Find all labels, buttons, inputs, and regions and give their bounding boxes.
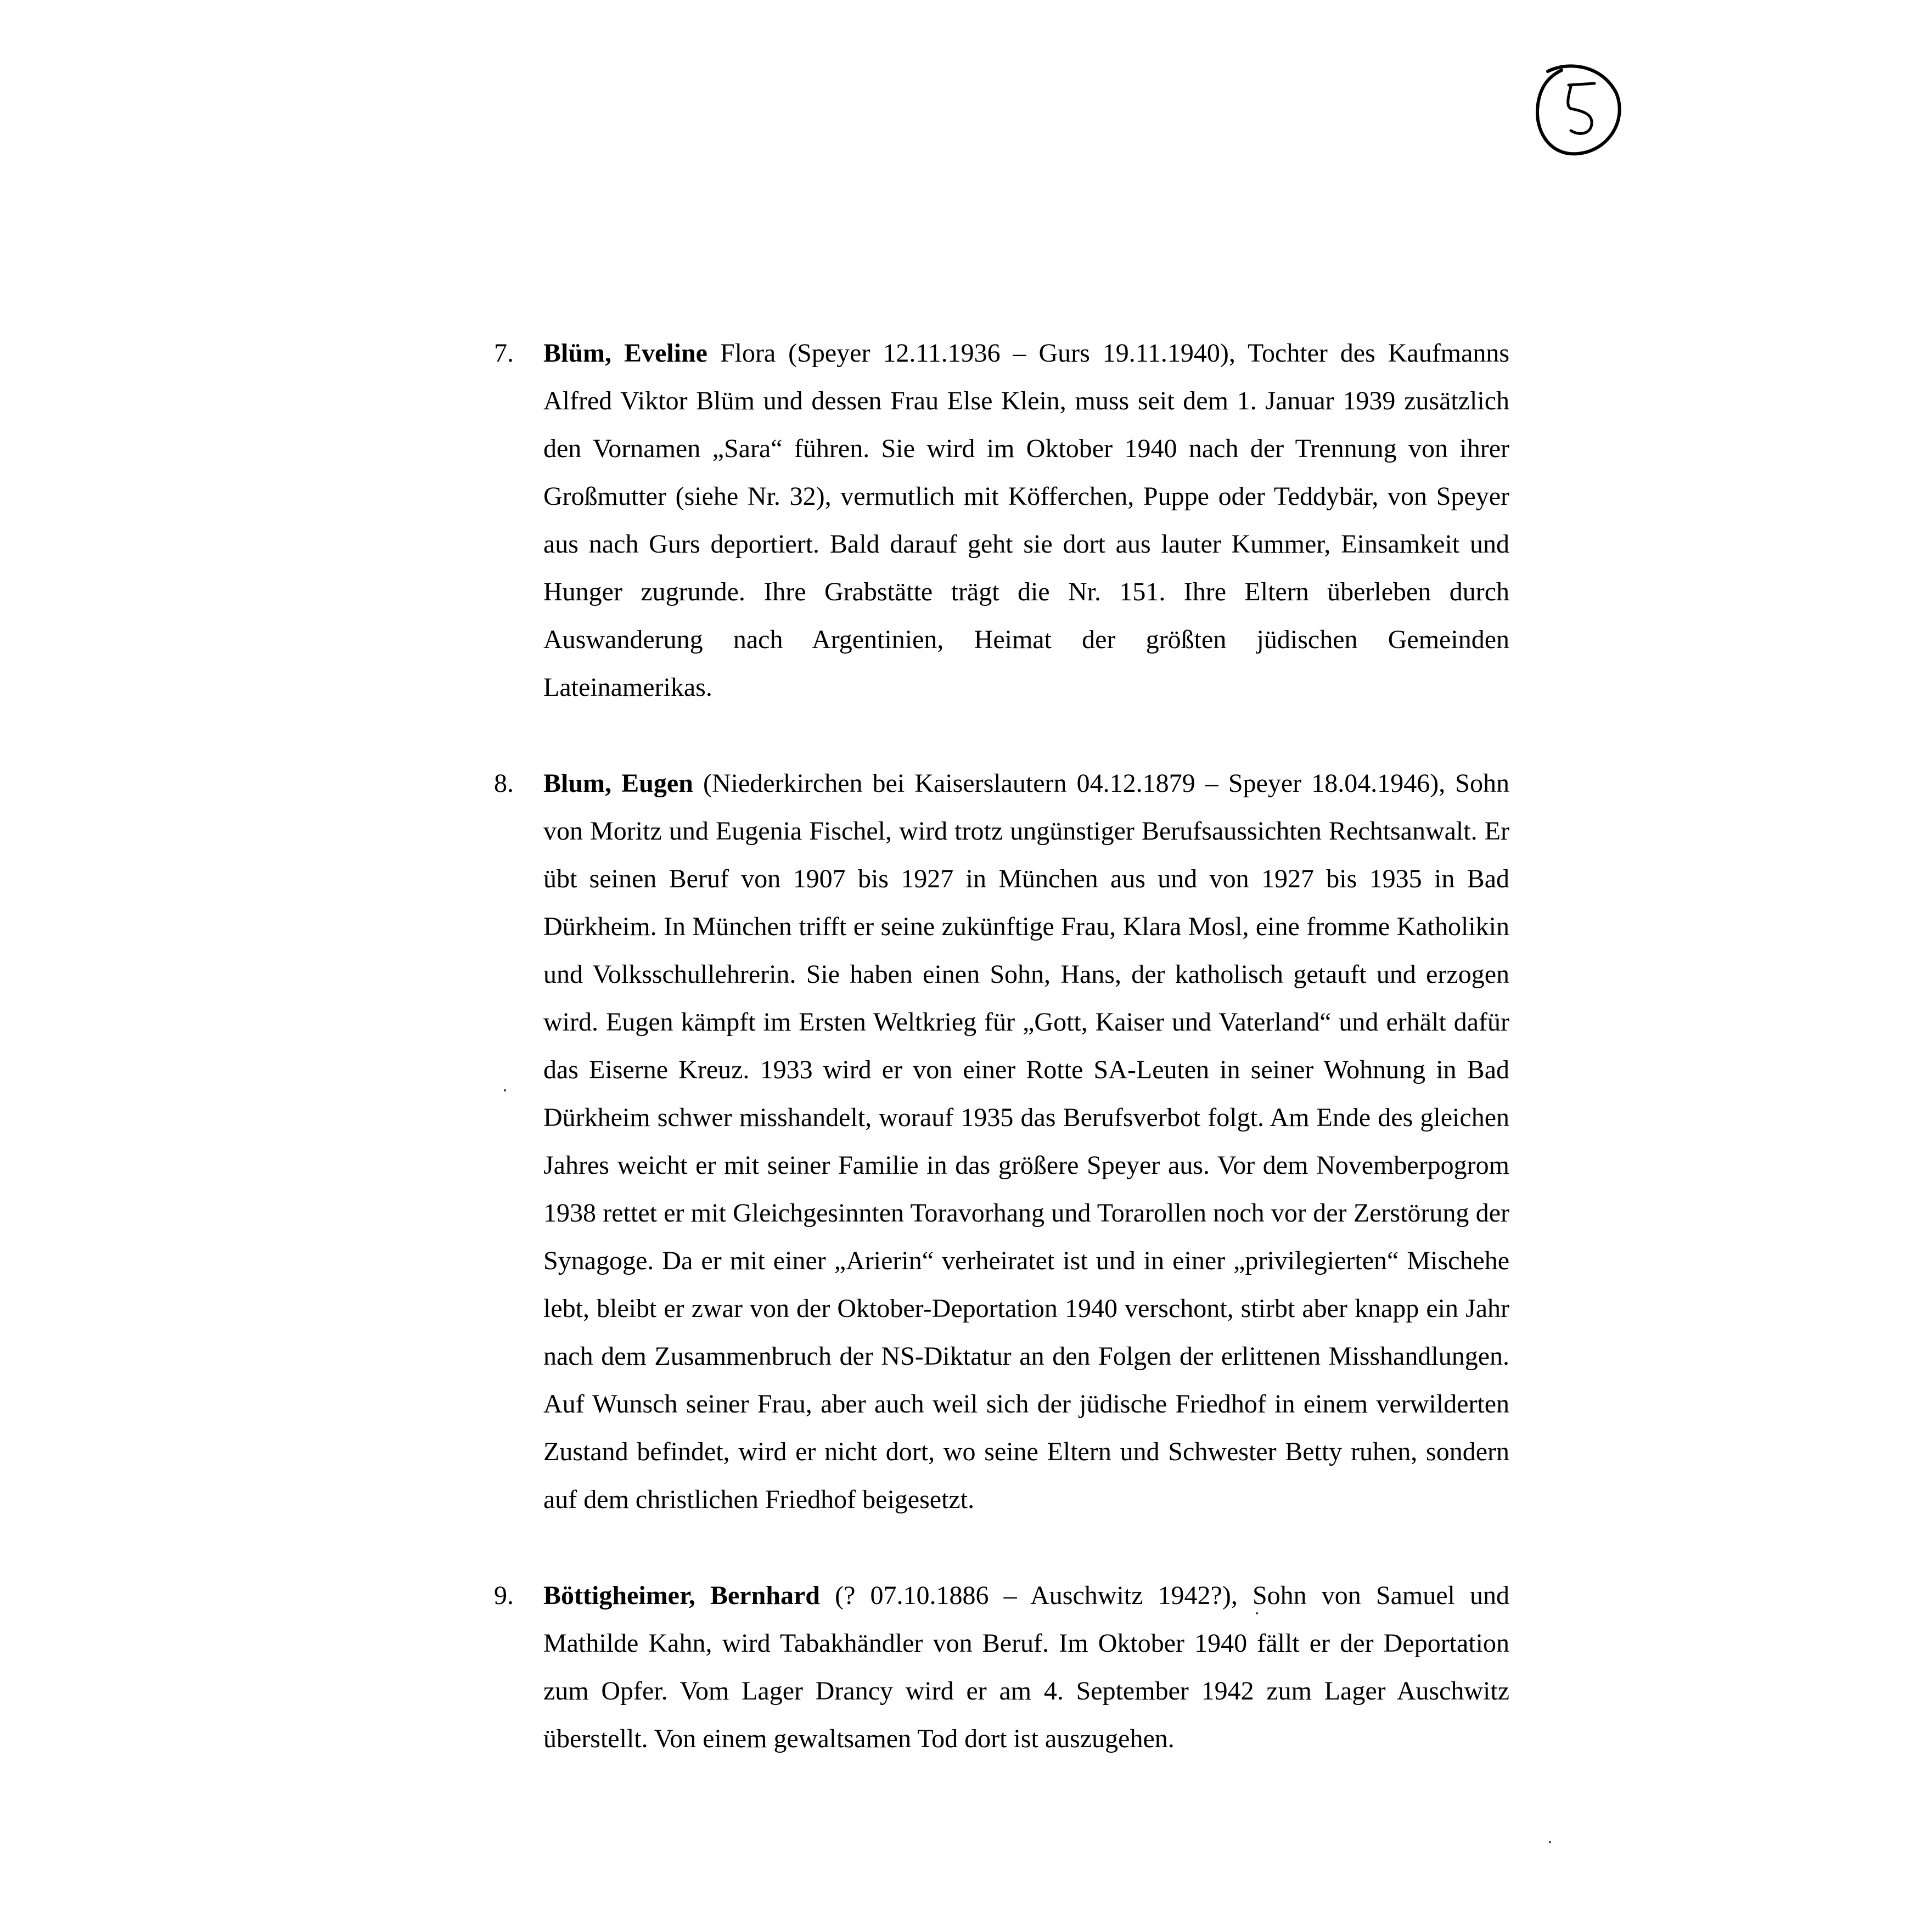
handwritten-page-number [1531,60,1625,159]
scan-speck [504,1089,506,1091]
biographical-entries [494,329,1509,1763]
entry-number: 9. [494,1581,514,1610]
entry-number: 7. [494,339,514,368]
entry-number: 8. [494,769,514,798]
entry-9 [494,1572,1509,1763]
entry-text: (? 07.10.1886 – Auschwitz 1942?), Sohn von Samuel und Mathilde Kahn, wird Tabakhändler von Beruf. Im Oktober 1940 fällt er der Deportation zum Opfer. Vom Lager Drancy wird er am 4. September 1942 zum Lager Auschwitz überstellt. Von einem gewaltsamen Tod dort ist auszugehen. [543,1581,1509,1753]
entry-name: Blüm, Eveline [543,339,707,368]
entry-7 [494,329,1509,711]
entry-name: Blum, Eugen [543,769,693,798]
entry-8 [494,759,1509,1523]
scan-speck [1256,1612,1258,1614]
circled-number-drawing [1531,60,1625,159]
scan-speck [1549,1841,1551,1843]
entry-name: Böttigheimer, Bernhard [543,1581,820,1610]
entry-text: Flora (Speyer 12.11.1936 – Gurs 19.11.1940), Tochter des Kaufmanns Alfred Viktor Blüm und dessen Frau Else Klein, muss seit dem 1. Januar 1939 zusätzlich den Vornamen „Sara“ führen. Sie wird im Oktober 1940 nach der Trennung von ihrer Großmutter (siehe Nr. 32), vermutlich mit Köfferchen, Puppe oder Teddybär, von Speyer aus nach Gurs deportiert. Bald darauf geht sie dort aus lauter Kummer, Einsamkeit und Hunger zugrunde. Ihre Grabstätte trägt die Nr. 151. Ihre Eltern überleben durch Auswanderung nach Argentinien, Heimat der größten jüdischen Gemeinden Lateinamerikas. [543,339,1510,702]
entry-text: (Niederkirchen bei Kaiserslautern 04.12.1879 – Speyer 18.04.1946), Sohn von Moritz und Eugenia Fischel, wird trotz ungünstiger Berufsaussichten Rechtsanwalt. Er übt seinen Beruf von 1907 bis 1927 in München aus und von 1927 bis 1935 in Bad Dürkheim. In München trifft er seine zukünftige Frau, Klara Mosl, eine fromme Katholikin und Volksschullehrerin. Sie haben einen Sohn, Hans, der katholisch getauft und erzogen wird. Eugen kämpft im Ersten Weltkrieg für „Gott, Kaiser und Vaterland“ und erhält dafür das Eiserne Kreuz. 1933 wird er von einer Rotte SA-Leuten in seiner Wohnung in Bad Dürkheim schwer misshandelt, worauf 1935 das Berufsverbot folgt. Am Ende des gleichen Jahres weicht er mit seiner Familie in das größere Speyer aus. Vor dem Novemberpogrom 1938 rettet er mit Gleichgesinnten Toravorhang und Torarollen noch vor der Zerstörung der Synagoge. Da er mit einer „Arierin“ verheiratet ist und in einer „privilegierten“ Mischehe lebt, bleibt er zwar von der Oktober-Deportation 1940 verschont, stirbt aber knapp ein Jahr nach dem Zusammenbruch der NS-Diktatur an den Folgen der erlittenen Misshandlungen. Auf Wunsch seiner Frau, aber auch weil sich der jüdische Friedhof in einem verwilderten Zustand befindet, wird er nicht dort, wo seine Eltern und Schwester Betty ruhen, sondern auf dem christlichen Friedhof beigesetzt. [543,769,1509,1514]
